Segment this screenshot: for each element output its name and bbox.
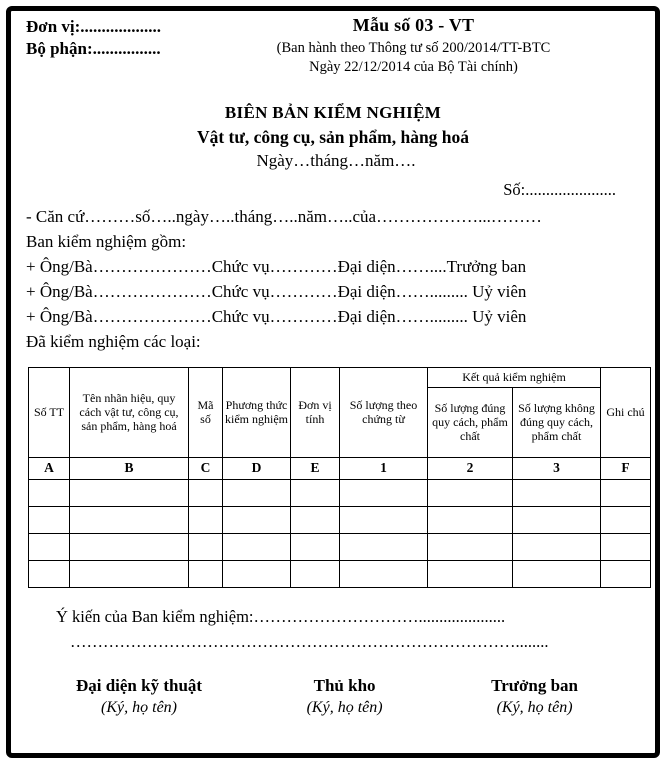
document-header	[26, 14, 640, 78]
cell-dung-quy-cach[interactable]	[428, 560, 513, 587]
cell-phuong-thuc[interactable]	[223, 479, 291, 506]
cell-ten-nhan-hieu[interactable]	[70, 506, 189, 533]
opinion-line-2: ………………………………………………………………………........	[70, 632, 549, 652]
th-ten-nhan-hieu: Tên nhãn hiệu, quy cách vật tư, công cụ, sản phẩm, hàng hoá	[70, 367, 189, 457]
cell-khong-dung-quy-cach[interactable]	[513, 506, 601, 533]
table-letter-e: E	[291, 457, 340, 479]
committee-member-1: + Ông/Bà…………………Chức vụ…………Đại diện……....Trưởng ban	[26, 257, 527, 277]
cell-phuong-thuc[interactable]	[223, 560, 291, 587]
signature-note-label: (Ký, họ tên)	[306, 698, 383, 716]
unit-info-block	[26, 14, 161, 60]
cell-dung-quy-cach[interactable]	[428, 533, 513, 560]
basis-line: - Căn cứ………số…..ngày…..tháng…..năm…..của………………...………	[26, 206, 542, 226]
cell-ma-so[interactable]	[189, 506, 223, 533]
cell-ghi-chu[interactable]	[601, 506, 651, 533]
table-letter-3: 3	[513, 457, 601, 479]
table-letter-row	[29, 457, 651, 479]
signature-block	[26, 675, 640, 719]
committee-member-3: + Ông/Bà…………………Chức vụ…………Đại diện……......... Uỷ viên	[26, 307, 527, 327]
table-row[interactable]	[29, 506, 651, 533]
unit-label: Đơn vị:...................	[26, 17, 162, 36]
table-letter-1: 1	[340, 457, 428, 479]
table-row[interactable]	[29, 533, 651, 560]
table-letter-f: F	[601, 457, 651, 479]
table-row[interactable]	[29, 560, 651, 587]
page-title: BIÊN BẢN KIỂM NGHIỆM	[224, 102, 442, 122]
cell-so-tt[interactable]	[29, 533, 70, 560]
cell-don-vi-tinh[interactable]	[291, 533, 340, 560]
th-khong-dung-quy-cach: Số lượng không đúng quy cách, phẩm chất	[513, 387, 601, 457]
table-letter-d: D	[223, 457, 291, 479]
cell-phuong-thuc[interactable]	[223, 506, 291, 533]
document-number-line: Số:......................	[503, 179, 616, 199]
opinion-line-1: Ý kiến của Ban kiểm nghiệm:………………………….....................	[56, 606, 506, 626]
committee-opinion-block	[26, 604, 640, 655]
inspection-table	[28, 367, 651, 588]
cell-khong-dung-quy-cach[interactable]	[513, 533, 601, 560]
cell-khong-dung-quy-cach[interactable]	[513, 479, 601, 506]
committee-intro-line: Ban kiểm nghiệm gồm:	[26, 231, 187, 251]
th-so-tt: Số TT	[29, 367, 70, 457]
committee-member-2: + Ông/Bà…………………Chức vụ…………Đại diện……......... Uỷ viên	[26, 282, 527, 302]
cell-ma-so[interactable]	[189, 479, 223, 506]
signature-technical-representative	[26, 675, 252, 719]
cell-ten-nhan-hieu[interactable]	[70, 479, 189, 506]
th-ma-so: Mã số	[189, 367, 223, 457]
page-subtitle: Vật tư, công cụ, sản phẩm, hàng hoá	[196, 126, 470, 147]
cell-so-luong-chung-tu[interactable]	[340, 506, 428, 533]
cell-ma-so[interactable]	[189, 533, 223, 560]
cell-so-tt[interactable]	[29, 479, 70, 506]
cell-dung-quy-cach[interactable]	[428, 479, 513, 506]
department-label: Bộ phận:................	[26, 39, 161, 59]
cell-so-tt[interactable]	[29, 560, 70, 587]
table-group-header-row	[29, 367, 651, 387]
cell-ten-nhan-hieu[interactable]	[70, 533, 189, 560]
th-don-vi-tinh: Đơn vị tính	[291, 367, 340, 457]
table-letter-a: A	[29, 457, 70, 479]
table-letter-c: C	[189, 457, 223, 479]
signature-head-of-committee	[437, 675, 632, 719]
form-code-block	[161, 14, 640, 78]
form-code: Mẫu số 03 - VT	[352, 15, 475, 35]
signature-note-label: (Ký, họ tên)	[101, 698, 177, 716]
signature-role-label: Đại diện kỹ thuật	[75, 675, 203, 695]
th-ket-qua-kiem-nghiem: Kết quả kiểm nghiệm	[428, 367, 601, 387]
cell-don-vi-tinh[interactable]	[291, 479, 340, 506]
table-letter-2: 2	[428, 457, 513, 479]
inspection-table-wrap	[26, 367, 645, 588]
cell-khong-dung-quy-cach[interactable]	[513, 560, 601, 587]
form-issued-line-2: Ngày 22/12/2014 của Bộ Tài chính)	[309, 59, 518, 76]
cell-so-luong-chung-tu[interactable]	[340, 479, 428, 506]
cell-phuong-thuc[interactable]	[223, 533, 291, 560]
inspected-intro-line: Đã kiểm nghiệm các loại:	[26, 332, 201, 352]
signature-storekeeper	[252, 675, 437, 719]
th-phuong-thuc: Phương thức kiểm nghiệm	[223, 367, 291, 457]
cell-ghi-chu[interactable]	[601, 560, 651, 587]
cell-ten-nhan-hieu[interactable]	[70, 560, 189, 587]
th-so-luong-chung-tu: Số lượng theo chứng từ	[340, 367, 428, 457]
signature-role-label: Thủ kho	[313, 675, 376, 695]
th-ghi-chu: Ghi chú	[601, 367, 651, 457]
th-dung-quy-cach: Số lượng đúng quy cách, phẩm chất	[428, 387, 513, 457]
cell-so-luong-chung-tu[interactable]	[340, 560, 428, 587]
document-date-line: Ngày…tháng…năm….	[256, 151, 416, 171]
signature-role-label: Trưởng ban	[491, 675, 578, 695]
signature-note-label: (Ký, họ tên)	[496, 698, 573, 716]
cell-ghi-chu[interactable]	[601, 479, 651, 506]
table-row[interactable]	[29, 479, 651, 506]
cell-dung-quy-cach[interactable]	[428, 506, 513, 533]
cell-ghi-chu[interactable]	[601, 533, 651, 560]
table-body	[29, 479, 651, 587]
cell-so-luong-chung-tu[interactable]	[340, 533, 428, 560]
cell-ma-so[interactable]	[189, 560, 223, 587]
table-letter-b: B	[70, 457, 189, 479]
form-issued-line-1: (Ban hành theo Thông tư số 200/2014/TT-BTC	[276, 39, 551, 56]
cell-don-vi-tinh[interactable]	[291, 506, 340, 533]
cell-don-vi-tinh[interactable]	[291, 560, 340, 587]
document-body	[26, 204, 640, 355]
cell-so-tt[interactable]	[29, 506, 70, 533]
document-title-block	[26, 102, 640, 174]
